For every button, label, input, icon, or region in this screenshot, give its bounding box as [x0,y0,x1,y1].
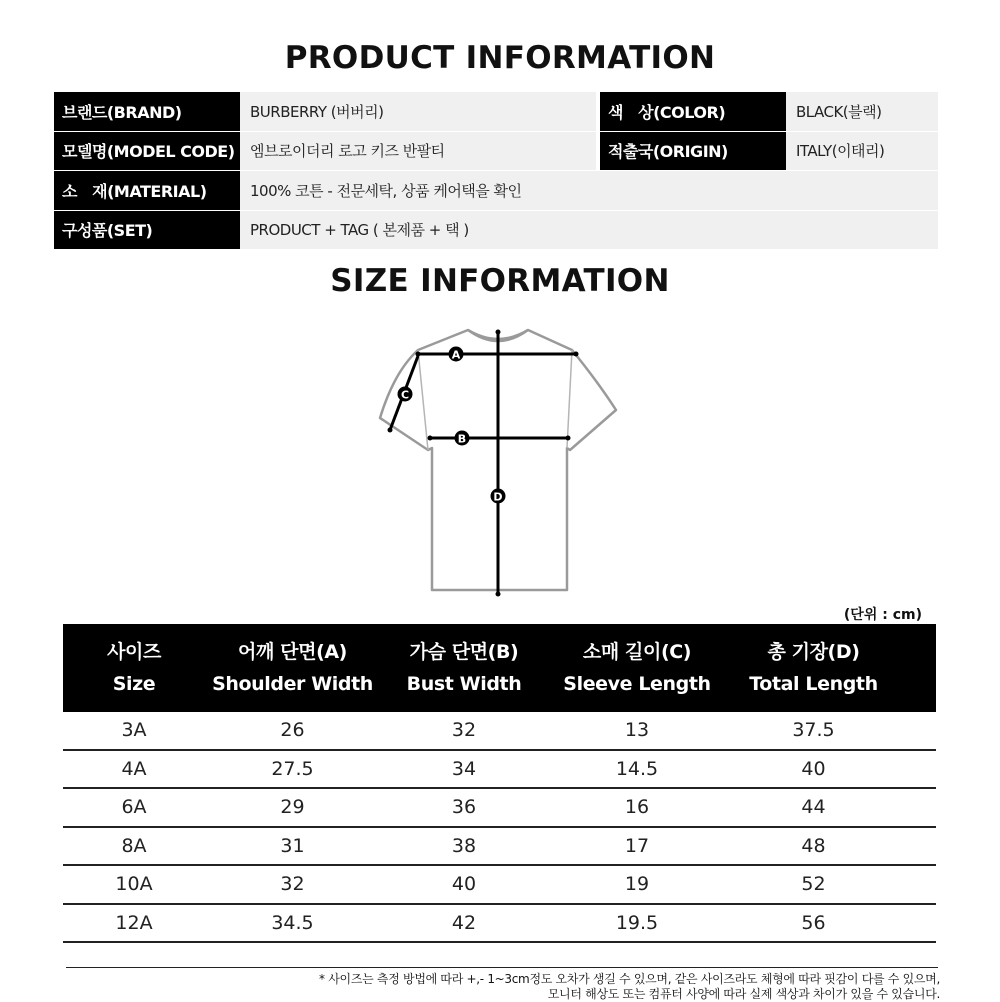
brand-value: BURBERRY (버버리) [240,92,596,131]
header-total-ko: 총 기장(D) [767,641,860,663]
info-row-material [54,170,938,210]
cell-bust: 34 [451,757,477,780]
marker-c [398,387,413,402]
marker-d [491,489,506,504]
cell-total: 56 [801,911,826,934]
size-table [63,624,936,943]
header-sleeve-ko: 소매 길이(C) [582,641,692,663]
marker-a [449,347,464,362]
set-value: PRODUCT + TAG ( 본제품 + 택 ) [240,211,938,250]
header-size [63,624,205,712]
svg-text:B: B [457,432,467,446]
cell-shoulder: 26 [280,719,305,742]
cell-size: 4A [121,757,147,780]
header-shoulder [205,624,380,712]
cell-bust: 38 [451,834,477,857]
color-value: BLACK(블랙) [786,92,938,131]
header-bust-en: Bust Width [406,673,522,695]
header-sleeve [548,624,726,712]
color-label: 색 상(COLOR) [596,92,786,131]
cell-bust: 40 [451,873,477,896]
svg-text:C: C [400,388,410,402]
size-table-header [63,624,936,712]
origin-value: ITALY(이태리) [786,132,938,171]
table-row [63,828,936,867]
cell-total: 48 [801,834,826,857]
model-label: 모델명(MODEL CODE) [54,132,240,171]
cell-sleeve: 14.5 [615,757,659,780]
table-row [63,712,936,751]
cell-bust: 32 [451,719,477,742]
material-label: 소 재(MATERIAL) [54,171,240,210]
marker-b [455,431,470,446]
tshirt-measurement-diagram [370,322,630,602]
cell-sleeve: 13 [624,719,650,742]
origin-label: 적출국(ORIGIN) [596,132,786,171]
unit-label: (단위 : cm) [843,607,922,623]
cell-size: 12A [115,911,153,934]
header-total-en: Total Length [749,673,878,695]
cell-size: 6A [121,796,147,819]
cell-sleeve: 16 [624,796,650,819]
size-information-title: SIZE INFORMATION [330,263,670,299]
brand-label: 브랜드(BRAND) [54,92,240,131]
header-size-en: Size [112,673,156,695]
info-row-brand [54,92,938,131]
product-info-table [54,92,938,249]
cell-total: 40 [801,757,826,780]
cell-bust: 42 [451,911,477,934]
header-bust-ko: 가슴 단면(B) [409,641,519,663]
table-row [63,905,936,944]
header-shoulder-en: Shoulder Width [212,673,373,695]
cell-shoulder: 34.5 [271,911,314,934]
table-row [63,866,936,905]
header-total [726,624,901,712]
info-row-set [54,210,938,250]
cell-bust: 36 [451,796,477,819]
svg-text:D: D [493,490,503,504]
cell-size: 3A [121,719,147,742]
cell-shoulder: 27.5 [271,757,314,780]
cell-sleeve: 19.5 [615,911,659,934]
footer-divider [66,967,938,968]
model-value: 엠브로이더리 로고 키즈 반팔티 [240,132,596,171]
cell-shoulder: 31 [280,834,305,857]
info-row-model [54,131,938,171]
product-information-title: PRODUCT INFORMATION [284,40,716,76]
set-label: 구성품(SET) [54,211,240,250]
header-sleeve-en: Sleeve Length [563,673,711,695]
cell-sleeve: 19 [624,873,650,896]
table-row [63,789,936,828]
header-shoulder-ko: 어깨 단면(A) [238,641,347,663]
cell-size: 10A [115,873,153,896]
cell-total: 37.5 [792,719,835,742]
cell-shoulder: 32 [280,873,305,896]
svg-text:A: A [451,348,461,362]
footnote-line-1: * 사이즈는 측정 방법에 따라 +,- 1~3cm정도 오차가 생길 수 있으며, 같은 사이즈라도 체형에 따라 핏감이 다를 수 있으며, [319,972,940,986]
cell-total: 44 [801,796,826,819]
header-size-ko: 사이즈 [107,641,161,663]
cell-shoulder: 29 [280,796,305,819]
table-row [63,751,936,790]
cell-sleeve: 17 [624,834,650,857]
cell-size: 8A [121,834,147,857]
header-bust [380,624,548,712]
cell-total: 52 [801,873,826,896]
material-value: 100% 코튼 - 전문세탁, 상품 케어택을 확인 [240,171,938,210]
footnote-line-2: 모니터 해상도 또는 컴퓨터 사양에 따라 실제 색상과 차이가 있을 수 있습니다. [547,987,940,1001]
